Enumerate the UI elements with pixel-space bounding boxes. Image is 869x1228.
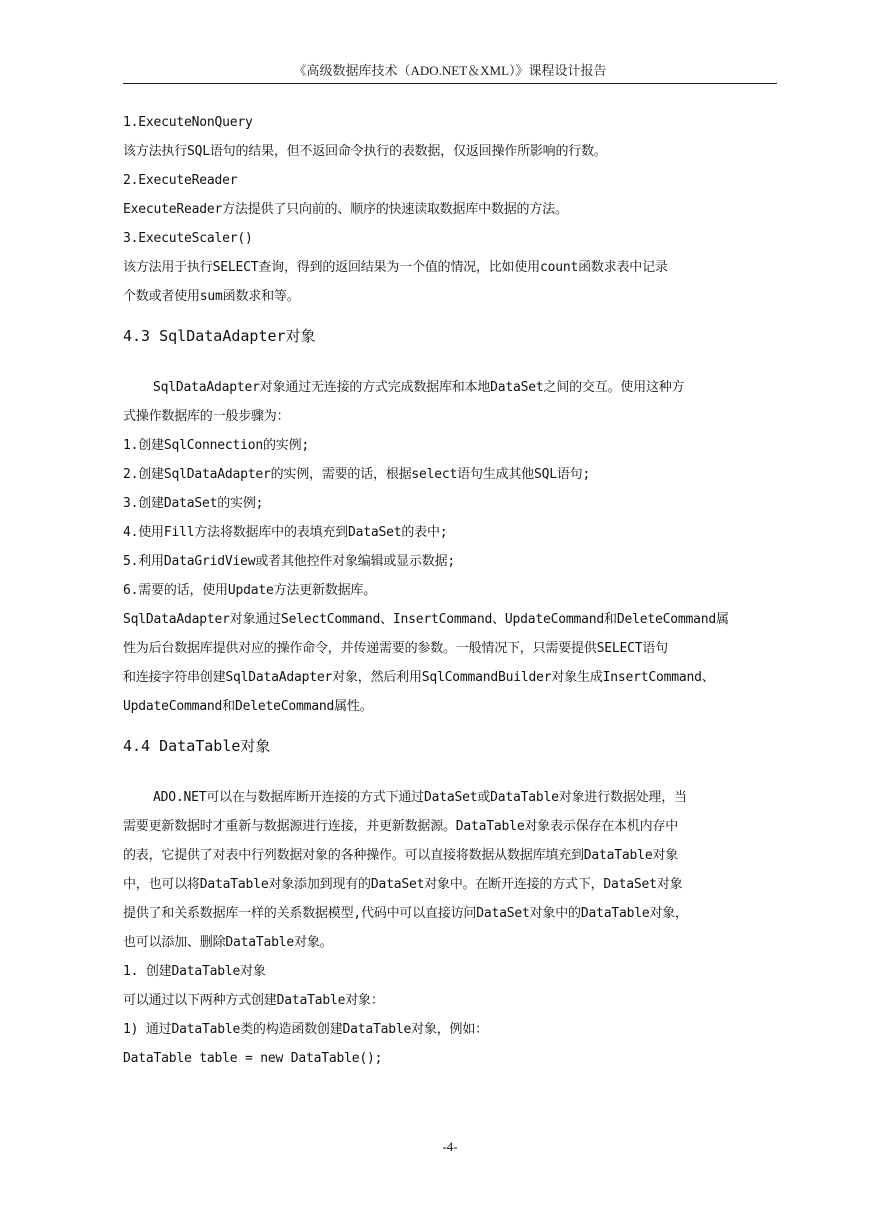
text-line: 1.ExecuteNonQuery [123, 115, 253, 130]
text-line: 提供了和关系数据库一样的关系数据模型,代码中可以直接访问DataSet对象中的DataTable对象， [123, 906, 688, 921]
text-line: 中，也可以将DataTable对象添加到现有的DataSet对象中。在断开连接的方式下，DataSet对象 [123, 877, 683, 892]
text-line: 的表，它提供了对表中行列数据对象的各种操作。可以直接将数据从数据库填充到DataTable对象 [123, 848, 679, 863]
text-line: 需要更新数据时才重新与数据源进行连接，并更新数据源。DataTable对象表示保存在本机内存中 [123, 819, 679, 834]
text-line: ExecuteReader方法提供了只向前的、顺序的快速读取数据库中数据的方法。 [123, 202, 568, 217]
page-header: 《高级数据库技术（ADO.NET＆XML）》课程设计报告 [293, 63, 607, 78]
section-sqldataadapter [123, 373, 777, 721]
list-item: 2.创建SqlDataAdapter的实例，需要的话，根据select语句生成其他SQL语句; [123, 467, 591, 482]
list-item: 1.创建SqlConnection的实例; [123, 438, 310, 453]
page-number: -4- [442, 1139, 458, 1154]
text-line: 式操作数据库的一般步骤为： [123, 409, 290, 424]
list-item: 4.使用Fill方法将数据库中的表填充到DataSet的表中; [123, 525, 448, 540]
text-line: 可以通过以下两种方式创建DataTable对象： [123, 993, 384, 1008]
text-line: 性为后台数据库提供对应的操作命令，并传递需要的参数。一般情况下，只需要提供SELECT语句 [123, 641, 668, 656]
code-line: DataTable table = new DataTable(); [123, 1051, 383, 1066]
text-line: 该方法执行SQL语句的结果，但不返回命令执行的表数据，仅返回操作所影响的行数。 [123, 144, 607, 159]
section-heading-4-4: 4.4 DataTable对象 [123, 737, 271, 755]
text-line: 个数或者使用sum函数求和等。 [123, 289, 300, 304]
text-line: 也可以添加、删除DataTable对象。 [123, 935, 333, 950]
text-line: 和连接字符串创建SqlDataAdapter对象，然后利用SqlCommandBuilder对象生成InsertCommand、 [123, 670, 715, 685]
section-execute-methods [123, 108, 777, 311]
paragraph-first-line: SqlDataAdapter对象通过无连接的方式完成数据库和本地DataSet之间的交互。使用这种方 [153, 380, 685, 395]
list-item: 1. 创建DataTable对象 [123, 964, 266, 979]
list-item: 6.需要的话，使用Update方法更新数据库。 [123, 583, 377, 598]
list-item: 5.利用DataGridView或者其他控件对象编辑或显示数据; [123, 554, 456, 569]
text-line: 3.ExecuteScaler() [123, 231, 253, 246]
list-item: 3.创建DataSet的实例; [123, 496, 264, 511]
section-heading-4-3: 4.3 SqlDataAdapter对象 [123, 327, 316, 345]
list-item: 1) 通过DataTable类的构造函数创建DataTable对象，例如： [123, 1022, 488, 1037]
text-line: 该方法用于执行SELECT查询，得到的返回结果为一个值的情况，比如使用count函数求表中记录 [123, 260, 668, 275]
text-line: UpdateCommand和DeleteCommand属性。 [123, 699, 373, 714]
paragraph-first-line: ADO.NET可以在与数据库断开连接的方式下通过DataSet或DataTable对象进行数据处理，当 [153, 790, 687, 805]
header-rule [123, 83, 777, 84]
text-line: SqlDataAdapter对象通过SelectCommand、InsertCommand、UpdateCommand和DeleteCommand属 [123, 612, 729, 627]
document-body [123, 108, 777, 1073]
text-line: 2.ExecuteReader [123, 173, 238, 188]
section-datatable [123, 783, 777, 1073]
